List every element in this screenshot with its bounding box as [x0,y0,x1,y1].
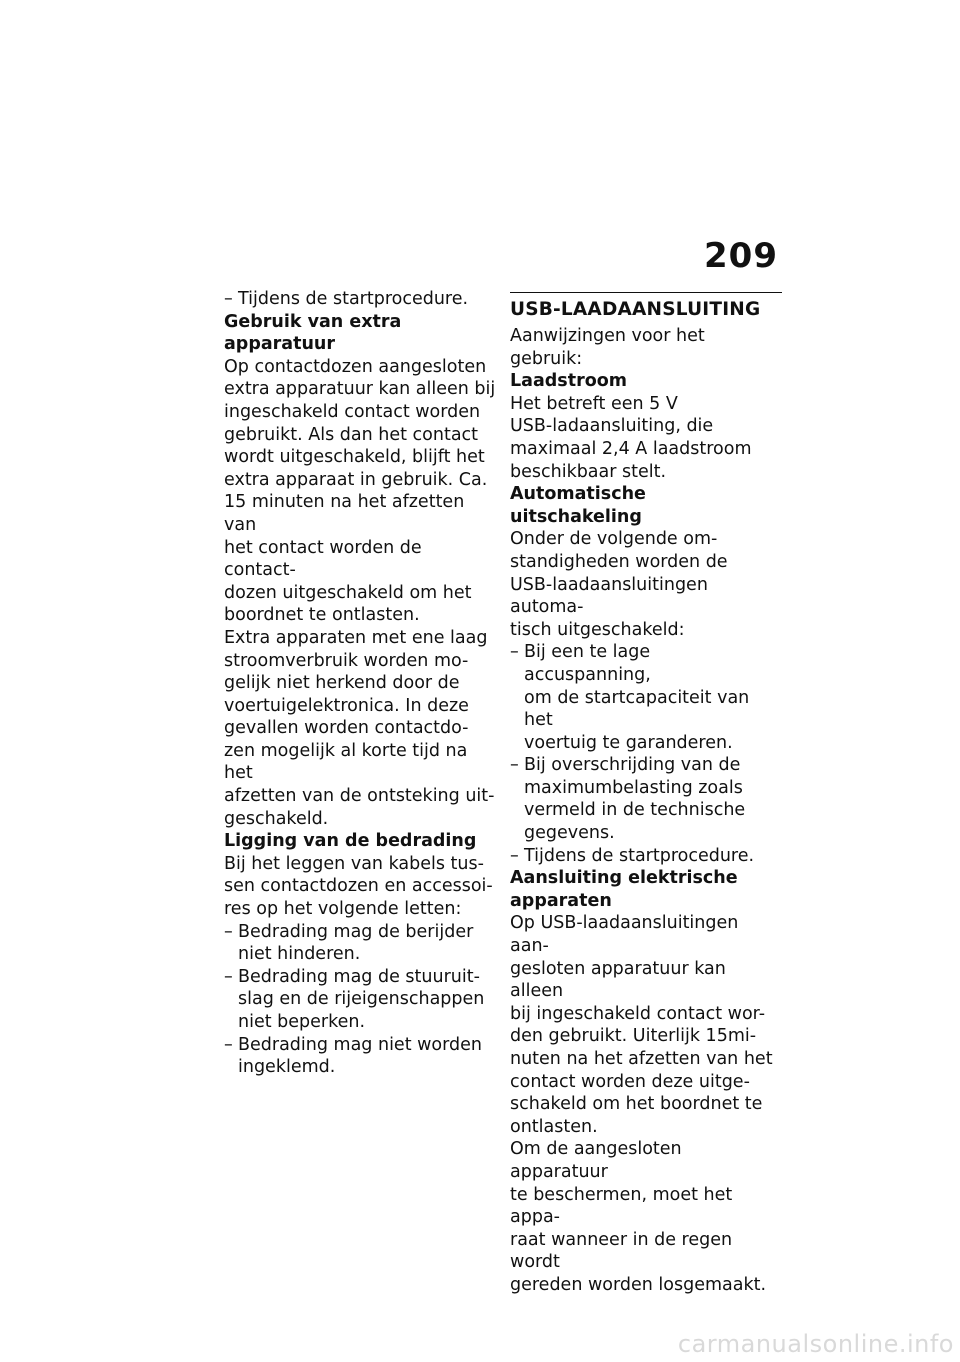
extra-equipment-paragraph-2 [224,627,496,830]
text-line: bij ingeschakeld contact wor- [510,1003,766,1024]
text-line: USB-laadaansluitingen automa- [510,574,708,618]
text-line: maximumbelasting zoals [524,777,743,798]
text-line: extra apparatuur kan alleen bij [224,379,496,400]
text-line: vermeld in de technische [524,800,746,821]
connect-devices-paragraph-2 [510,1138,782,1296]
text-line: – Bij een te lage accuspanning, [524,642,651,685]
text-line: Het betreft een 5 V [510,393,678,414]
left-column [224,288,496,1079]
list-item [224,966,496,1034]
right-column [510,288,782,1297]
list-item [510,754,782,844]
text-line: standigheden worden de [510,551,728,572]
text-line: beschikbaar stelt. [510,461,667,482]
text-line: dozen uitgeschakeld om het [224,582,472,603]
extra-equipment-paragraph-1 [224,356,496,627]
text-line: om de startcapaciteit van het [524,687,750,731]
connect-devices-heading [510,867,782,912]
text-line: boordnet te ontlasten. [224,605,420,626]
list-item: – Tijdens de startprocedure. [224,288,496,311]
page-number: 209 [704,236,778,276]
text-line: – Bedrading mag de berijder [238,921,474,942]
text-line: maximaal 2,4 A laadstroom [510,438,752,459]
connect-devices-paragraph-1 [510,912,782,1138]
text-line: gevallen worden contactdo- [224,718,469,739]
text-line: – Bedrading mag niet worden [238,1034,482,1055]
text-line: tisch uitgeschakeld: [510,619,685,640]
text-line: apparaten [510,890,612,911]
auto-shutoff-heading: Automatische uitschakeling [510,484,646,527]
section-title: USB-LAADAANSLUITING [510,292,782,321]
text-line: Bij het leggen van kabels tus- [224,853,484,874]
usage-intro: Aanwijzingen voor het gebruik: [510,326,705,369]
text-line: contact worden deze uitge- [510,1071,750,1092]
text-line: res op het volgende letten: [224,899,462,920]
text-line: Onder de volgende om- [510,529,718,550]
extra-equipment-heading: Gebruik van extra apparatuur [224,311,402,355]
text-line: niet hinderen. [238,944,361,965]
text-line: schakeld om het boordnet te [510,1094,763,1115]
list-item [224,1034,496,1079]
watermark: carmanualsonline.info [677,1330,954,1358]
text-line: Extra apparaten met ene laag [224,627,488,648]
charge-current-heading: Laadstroom [510,371,627,392]
text-line: Aansluiting elektrische [510,868,738,889]
wiring-paragraph [224,853,496,921]
text-line: ingeklemd. [238,1057,336,1078]
text-line: raat wanneer in de regen wordt [510,1229,733,1273]
text-line: ontlasten. [510,1116,598,1137]
text-line: Om de aangesloten apparatuur [510,1139,682,1182]
text-line: – Bij overschrijding van de [524,755,741,776]
text-line: gegevens. [524,823,615,844]
text-line: geschakeld. [224,808,329,829]
text-line: het contact worden de contact- [224,537,422,581]
text-line: slag en de rijeigenschappen [238,989,485,1010]
text-line: zen mogelijk al korte tijd na het [224,740,468,784]
text-line: USB-ladaansluiting, die [510,416,714,437]
wiring-heading: Ligging van de bedrading [224,831,477,852]
text-line: sen contactdozen en accessoi- [224,876,493,897]
list-item [510,845,782,868]
text-line: nuten na het afzetten van het [510,1049,773,1069]
auto-shutoff-paragraph [510,528,782,641]
list-item [224,921,496,966]
text-line: wordt uitgeschakeld, blijft het [224,447,485,468]
text-line: niet beperken. [238,1012,366,1032]
text-line: 15 minuten na het afzetten van [224,492,465,535]
text-line: Op USB-laadaansluitingen aan- [510,913,739,957]
text-line: den gebruikt. Uiterlijk 15mi- [510,1026,757,1047]
text-line: te beschermen, moet het appa- [510,1184,733,1228]
text-line: gereden worden losgemaakt. [510,1274,767,1295]
charge-current-paragraph [510,393,782,483]
text-line: – Bedrading mag de stuuruit- [238,966,480,987]
text-line: voertuig te garanderen. [524,732,733,753]
text-line: gebruikt. Als dan het contact [224,424,479,445]
text-line: gesloten apparatuur kan alleen [510,958,726,1002]
text-line: stroomverbruik worden mo- [224,650,469,671]
text-line: afzetten van de ontsteking uit- [224,786,495,807]
list-item [510,641,782,754]
text-line: ingeschakeld contact worden [224,401,481,422]
text-line: Op contactdozen aangesloten [224,356,487,377]
text-line: – Tijdens de startprocedure. [524,845,755,866]
text-line: gelijk niet herkend door de [224,673,460,694]
text-line: voertuigelektronica. In deze [224,695,469,716]
text-line: extra apparaat in gebruik. Ca. [224,469,488,490]
